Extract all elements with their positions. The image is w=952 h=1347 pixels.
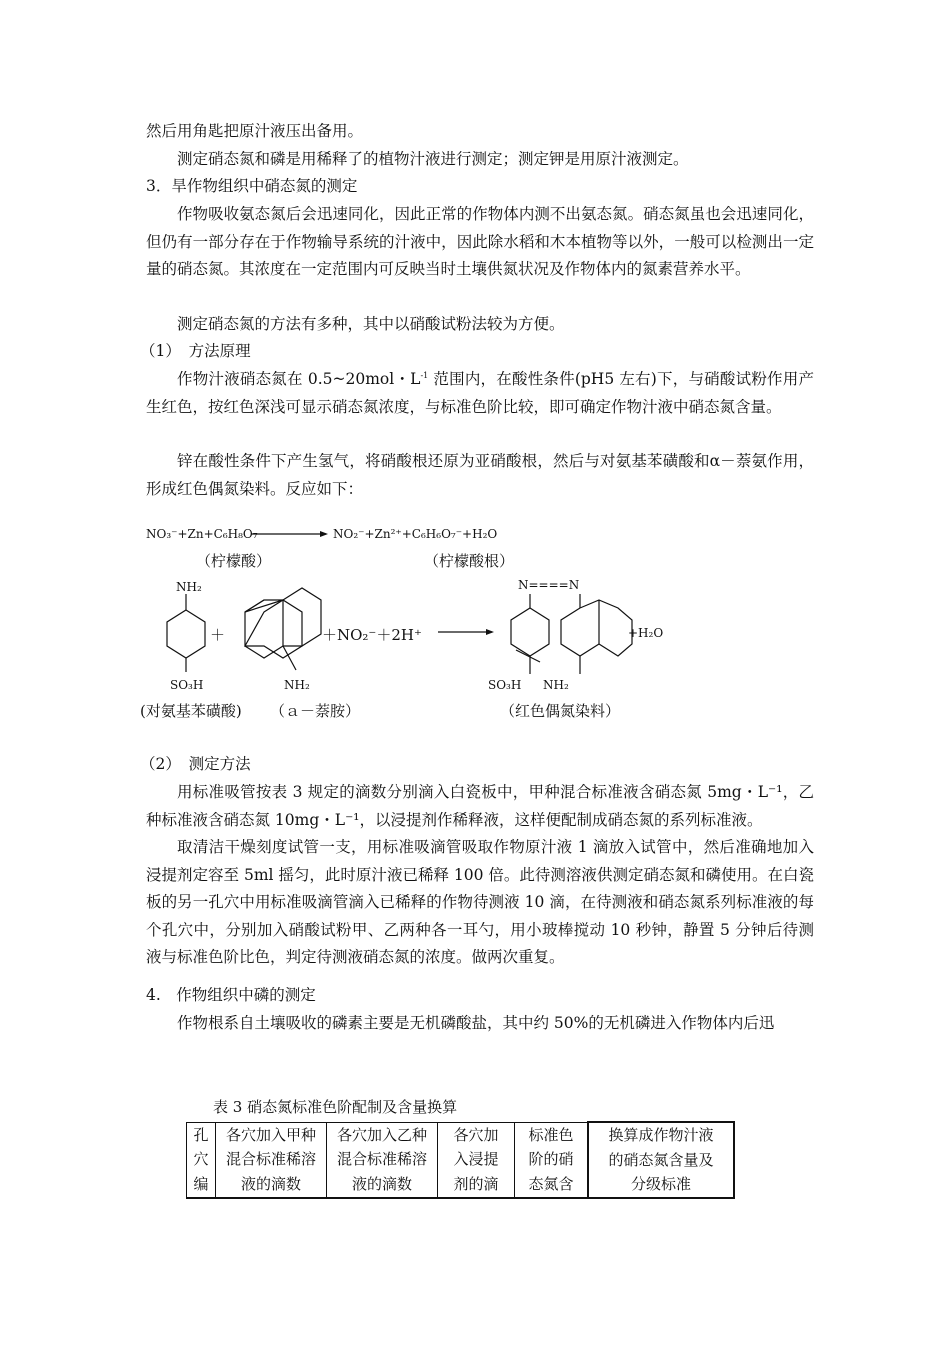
table-3 [186,1121,735,1199]
water-label: +H₂O [628,626,664,640]
nh2-right-label: NH₂ [543,678,569,692]
subheading-method: （2） 测定方法 [140,755,251,773]
header-line: 标准色 [528,1125,574,1144]
product-benzene-ring [511,608,549,656]
header-line: 各穴加入甲种 [225,1125,316,1144]
so3h-left-label: SO₃H [170,678,204,692]
header-line: 入浸提 [453,1150,499,1168]
header-line: 液的滴数 [240,1174,301,1193]
naphthalene-nh2-bond [283,646,296,670]
nh2-naph-label: NH₂ [284,678,310,692]
header-line: 换算成作物汁液 [608,1126,714,1144]
table-header-row [187,1122,735,1198]
header-line: 阶的硝 [528,1150,574,1168]
plus-sign: ＋ [210,626,226,644]
product-naphthalene-right [580,600,632,656]
product-naphthalene-left [561,608,599,656]
col-standard-a-drops [216,1122,327,1198]
paragraph-7: 用标准吸管按表 3 规定的滴数分别滴入白瓷板中，甲种混合标准液含硝态氮 5mg・L⁻¹，乙种标准液含硝态氮 10mg・L⁻¹，以浸提剂作稀释液，这样便配制成硝态氮的系列标准液。 [146,783,814,829]
naphthalene-left-ring [245,600,283,658]
header-line: 孔 [193,1125,209,1144]
header-line: 分级标准 [630,1175,691,1193]
benzene-ring-left [167,610,205,658]
nh2-top-label: NH₂ [176,580,202,594]
col-standard-b-drops [327,1122,438,1198]
col-hole-number [187,1122,216,1198]
paragraph-5-superscript: -1 [420,370,429,380]
header-line: 各穴加入乙种 [336,1125,427,1144]
paragraph-8: 取清洁干燥刻度试管一支，用标准吸滴管吸取作物原汁液 1 滴放入试管中，然后准确地加入浸提剂定容至 5ml 摇匀，此时原汁液已稀释 100 倍。此待测溶液供测定硝态氮和磷使用。在白瓷板的另一孔穴中用标准吸滴管滴入已稀释的作物待测液 10 滴，在待测液和硝态氮系列标准液的每个孔穴中，分别加入硝酸试粉甲、乙两种各一耳勺，用小玻棒搅动 10 秒钟，静置 5 分钟后待测液与标准色阶比色，判定待测液硝态氮的浓度。做两次重复。 [146,838,814,966]
eq1-reactants: NO₃⁻+Zn+C₆H₈O₇ [146,527,258,541]
header-line: 的硝态氮含量及 [608,1150,714,1169]
table-3-title: 表 3 硝态氮标准色阶配制及含量换算 [213,1098,458,1116]
azo-dye-name: （红色偶氮染料） [500,702,621,720]
naphthylamine-name: （ａ－萘胺） [270,702,361,720]
reaction-arrow-2-head [486,629,494,635]
citric-acid-label: （柠檬酸） [196,552,272,570]
naphthalene-ring-a-outer [245,600,283,612]
reagents-label: ＋NO₂⁻＋2H⁺ [322,626,422,644]
azo-label: N====N [518,578,580,592]
eq1-products: NO₂⁻+Zn²⁺+C₆H₆O₇⁻+H₂O [333,527,498,541]
header-line: 编 [193,1174,209,1193]
header-line: 液的滴数 [351,1174,412,1193]
section-heading-3: 3．旱作物组织中硝态氮的测定 [146,177,358,195]
paragraph-5-part-a: 作物汁液硝态氮在 0.5~20mol・L [177,370,421,388]
col-nitrate-content [515,1122,589,1198]
reaction-arrow-1-head [320,531,328,537]
paragraph-1: 然后用角匙把原汁液压出备用。 [146,122,364,140]
header-line: 穴 [193,1150,209,1168]
so3h-right-label: SO₃H [488,678,522,692]
paragraph-3: 作物吸收氨态氮后会迅速同化，因此正常的作物体内测不出氨态氮。硝态氮虽也会迅速同化，但仍有一部分存在于作物输导系统的汁液中，因此除水稻和木本植物等以外，一般可以检测出一定量的硝态氮。其浓度在一定范围内可反映当时土壤供氮状况及作物体内的氮素营养水平。 [146,205,814,278]
sulfanilic-acid-name: (对氨基苯磺酸) [140,702,242,720]
section-heading-4: 4. 作物组织中磷的测定 [146,986,316,1004]
header-line: 剂的滴 [453,1174,499,1193]
header-line: 态氮含 [528,1174,574,1193]
paragraph-4: 测定硝态氮的方法有多种，其中以硝酸试粉法较为方便。 [177,315,565,333]
subheading-principle: （1） 方法原理 [140,342,251,360]
col-conversion-grading [588,1122,734,1198]
header-line: 混合标准稀溶 [336,1150,427,1168]
header-line: 各穴加 [453,1125,499,1144]
paragraph-6: 锌在酸性条件下产生氢气，将硝酸根还原为亚硝酸根，然后与对氨基苯磺酸和α－萘氨作用，形成红色偶氮染料。反应如下： [146,452,814,498]
col-extractant-drops [438,1122,515,1198]
citrate-label: （柠檬酸根） [424,552,515,570]
paragraph-2: 测定硝态氮和磷是用稀释了的植物汁液进行测定；测定钾是用原汁液测定。 [177,150,689,168]
paragraph-9: 作物根系自土壤吸收的磷素主要是无机磷酸盐，其中约 50%的无机磷进入作物体内后迅 [177,1014,775,1032]
header-line: 混合标准稀溶 [225,1150,316,1168]
paragraph-5-part-b: 范围内，在酸性条件(pH5 左右)下，与硝酸试粉作用产生红色，按红色深浅可显示硝态氮浓度，与标准色阶比较，即可确定作物汁液中硝态氮含量。 [146,370,814,416]
